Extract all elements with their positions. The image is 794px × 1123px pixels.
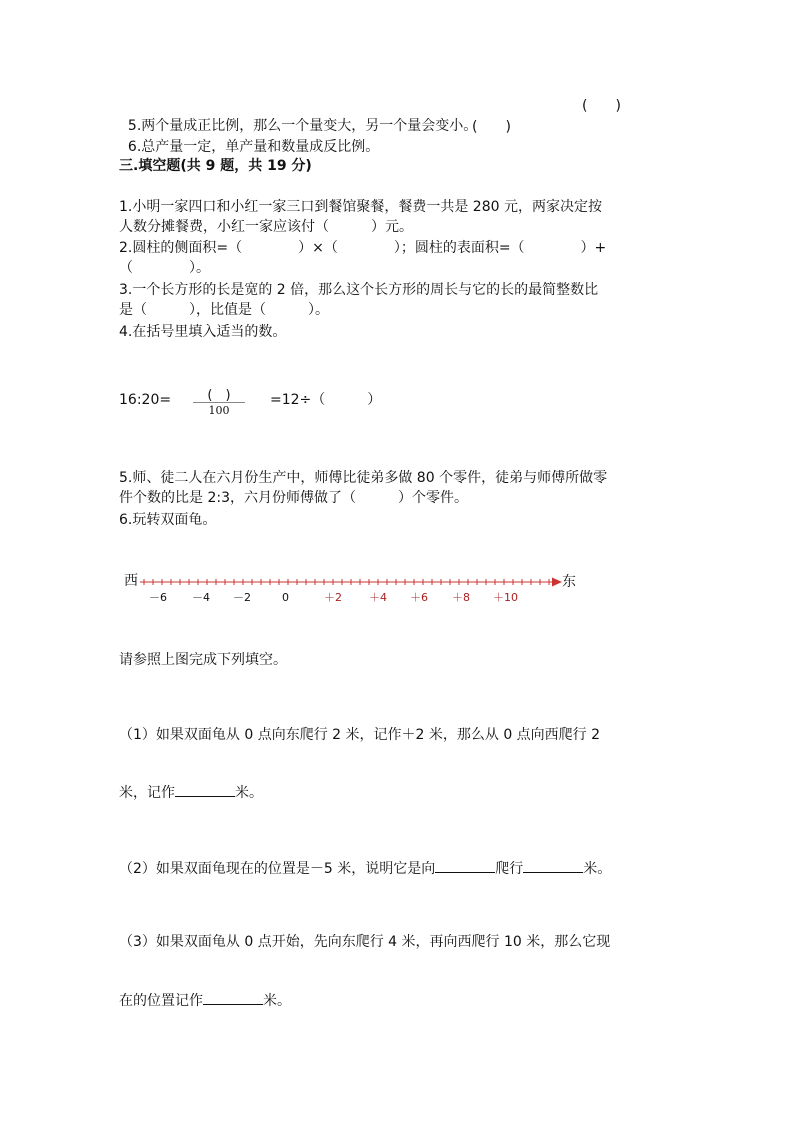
sub-question-3-prefix: 在的位置记作 (119, 993, 203, 1009)
fraction-denominator: 100 (208, 404, 230, 417)
ratio-expression-right: =12÷（ ） (270, 392, 382, 408)
judge-question-6 (119, 117, 379, 157)
fill-question-6: 6.玩转双面龟。 (119, 512, 217, 528)
sub-question-1-line-2 (119, 782, 263, 803)
east-arrow-head (552, 578, 562, 587)
number-line-label: ＋2 (324, 591, 342, 604)
judge-question-6-text: 6.总产量一定，单产量和数量成反比例。 (127, 139, 380, 155)
sub-question-2-part-b: 爬行 (495, 861, 524, 877)
judge-question-5-answer-paren[interactable]: ( ) (582, 98, 621, 114)
sub-question-2-part-a: （2）如果双面龟现在的位置是－5 米，说明它是向 (119, 861, 436, 877)
instruction-text: 请参照上图完成下列填空。 (119, 652, 287, 668)
answer-blank-direction[interactable] (435, 858, 495, 873)
fill-question-3-line-1: 3.一个长方形的长是宽的 2 倍，那么这个长方形的周长与它的长的最简整数比 (119, 282, 599, 298)
ratio-expression-left: 16:20= (119, 392, 172, 408)
fraction (193, 384, 245, 420)
fill-question-4: 4.在括号里填入适当的数。 (119, 324, 287, 340)
judge-question-6-answer-paren[interactable]: ( ) (472, 119, 511, 135)
number-line-label: ＋8 (452, 591, 470, 604)
fill-question-2-line-1: 2.圆柱的侧面积=（ ）×（ ）；圆柱的表面积=（ ）+ (119, 240, 607, 256)
west-label: 西 (124, 573, 138, 589)
number-line-label: ＋6 (410, 591, 428, 604)
number-line-label: －2 (233, 591, 251, 604)
sub-question-1-prefix: 米，记作 (119, 785, 175, 801)
sub-question-3-line-1: （3）如果双面龟从 0 点开始，先向东爬行 4 米，再向西爬行 10 米，那么它现 (119, 934, 611, 950)
sub-question-2-part-c: 米。 (583, 861, 612, 877)
section-heading: 三.填空题(共 9 题，共 19 分) (119, 158, 312, 174)
number-line-figure (118, 565, 588, 610)
fill-question-5-line-2: 件个数的比是 2:3，六月份师傅做了（ ）个零件。 (119, 490, 468, 506)
number-line-label: －6 (149, 591, 167, 604)
number-line-label: ＋10 (493, 591, 518, 604)
judge-question-5-text: 5.两个量成正比例，那么一个量变大，另一个量会变小。 (127, 118, 478, 134)
fill-question-5-line-1: 5.师、徒二人在六月份生产中，师傅比徒弟多做 80 个零件，徒弟与师傅所做零 (119, 470, 608, 486)
number-line-label: 0 (282, 591, 289, 604)
number-line-label: －4 (192, 591, 210, 604)
number-line-label: ＋4 (369, 591, 387, 604)
sub-question-3-suffix: 米。 (263, 993, 291, 1009)
fill-question-3-line-2: 是（ ），比值是（ ）。 (119, 302, 329, 318)
east-label: 东 (562, 574, 576, 590)
fraction-numerator-blank[interactable]: ( ) (207, 388, 231, 403)
answer-blank-1[interactable] (175, 782, 235, 797)
fill-question-2-line-2: （ ）。 (119, 260, 210, 276)
fraction-bar (193, 402, 245, 403)
sub-question-2 (119, 858, 611, 879)
answer-blank-distance[interactable] (523, 858, 583, 873)
sub-question-1-suffix: 米。 (235, 785, 263, 801)
sub-question-1-line-1: （1）如果双面龟从 0 点向东爬行 2 米，记作＋2 米，那么从 0 点向西爬行 2 (119, 727, 601, 743)
fill-question-1-line-1: 1.小明一家四口和小红一家三口到餐馆聚餐，餐费一共是 280 元，两家决定按 (119, 199, 602, 215)
sub-question-3-line-2 (119, 990, 291, 1011)
fill-question-1-line-2: 人数分摊餐费，小红一家应该付（ ）元。 (119, 219, 413, 235)
answer-blank-3[interactable] (203, 990, 263, 1005)
